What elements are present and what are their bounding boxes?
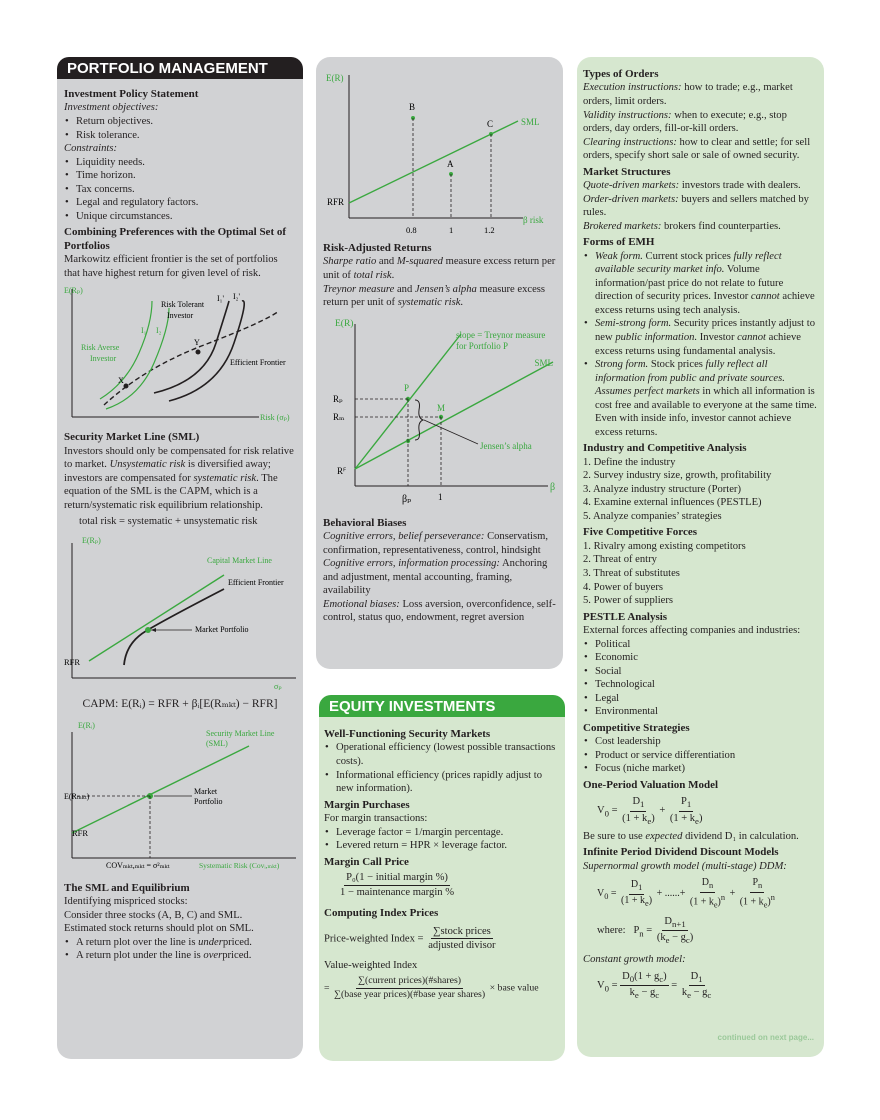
list-item: • A return plot under the line is overpriced. (64, 949, 296, 963)
point-a-label: A (447, 159, 454, 169)
list-item: • Technological (583, 678, 818, 692)
i2-label: I₂ (156, 326, 162, 336)
index-heading: Computing Index Prices (324, 907, 439, 920)
axis-x-label: β risk (523, 215, 544, 225)
equilibrium-line: Consider three stocks (A, B, C) and SML. (64, 909, 243, 921)
betap-label: βₚ (402, 493, 412, 505)
equilibrium-heading: The SML and Equilibrium (64, 881, 190, 894)
list-item: • Informational efficiency (prices rapidly adjust to new information). (324, 769, 560, 796)
risk-tolerant-label: Risk Tolerant (161, 300, 205, 310)
equity-right-panel (577, 57, 824, 1057)
list-item: 4. Examine external influences (PESTLE) (583, 497, 762, 509)
equilibrium-line: Identifying mispriced stocks: (64, 896, 188, 908)
strategies-list (583, 735, 818, 776)
constant-growth-label: Constant growth model: (583, 953, 686, 965)
portfolio-panel (57, 57, 303, 1059)
point-c-label: C (487, 119, 494, 129)
pestle-heading: PESTLE Analysis (583, 610, 668, 623)
margin-list (324, 826, 560, 853)
infinite-heading: Infinite Period Dividend Discount Models (583, 846, 779, 859)
equity-panel (319, 695, 565, 1061)
equilibrium-list (64, 936, 296, 963)
pestle-list (583, 638, 818, 719)
list-item: • Tax concerns. (64, 183, 296, 197)
list-item: • Legal and regulatory factors. (64, 196, 296, 210)
rm-label: Rₘ (333, 411, 345, 422)
beta-one-label: 1 (438, 491, 443, 502)
list-item: • Weak form. Current stock prices fully reflect available security market info. Volume information/past price do not relate to future direction of security prices. Investor cannot achieve excess returns using tech analysis. (583, 250, 818, 318)
slope-label-2: for Portfolio P (456, 340, 509, 351)
orders-heading: Types of Orders (583, 68, 659, 80)
bias-processing: Cognitive errors, information processing: Anchoring and adjustment, mental accounting, framing, availability (323, 558, 548, 597)
point-m-label: M (437, 402, 446, 413)
axis-y-label: E(Rᵢ) (78, 720, 95, 730)
sml-label: SML (534, 357, 553, 368)
list-item: • Cost leadership (583, 735, 818, 749)
supernormal-formula: $V_0$ = $\frac{D_1}{(1 + k_e)}$ + ......+ $\frac{D_n}{(1 + k_e)^n}$ + $\frac{P_n}{(1 + k_e)^n}$ (597, 877, 775, 910)
list-item: • Liquidity needs. (64, 156, 296, 170)
validity-text: Validity instructions: when to execute; e.g., stop orders, day orders, fill-or-kill orders. (583, 109, 787, 135)
erm-label: E(Rₘₖₜ) (64, 791, 90, 801)
market-label: Market (194, 786, 218, 796)
continued-note: continued on next page... (717, 1032, 814, 1042)
where-formula: where: $P_n$ = $\frac{D_{n+1}}{(k_e - g_c)}$ (597, 916, 694, 946)
axis-x-label: σₚ (274, 681, 282, 691)
margin-heading: Margin Purchases (324, 798, 410, 811)
tick-label: 1.2 (484, 225, 495, 235)
list-item: • Environmental (583, 705, 818, 719)
margin-intro: For margin transactions: (324, 813, 428, 824)
wfsm-heading: Well-Functioning Security Markets (324, 728, 491, 740)
list-item: 5. Analyze companies’ strategies (583, 510, 722, 522)
combining-text: Markowitz efficient frontier is the set of portfolios that have highest return for given level of risk. (64, 254, 278, 279)
margin-call-formula: $\frac{\text{P₀(1 − initial margin \%)}}{\text{1 − maintenance margin \%}}$ (340, 872, 455, 898)
cml-chart (64, 533, 296, 691)
constant-growth-formula: $V_0$ = $\frac{D_0(1 + g_c)}{k_e - g_c}$ = $\frac{D_1}{k_e - g_c}$ (597, 971, 712, 1001)
one-period-note: Be sure to use expected dividend D₁ in calculation. (583, 830, 799, 842)
bias-belief: Cognitive errors, belief perseverance: Conservatism, confirmation, representativeness, control, hindsight (323, 531, 548, 556)
pestle-intro: External forces affecting companies and industries: (583, 625, 801, 637)
strategies-heading: Competitive Strategies (583, 721, 690, 734)
price-weighted-formula: Price-weighted Index = $\frac{\text{∑stock prices}}{\text{adjusted divisor}}$ (324, 925, 496, 952)
i1p-label: I₁' (217, 294, 224, 304)
list-item: • Levered return = HPR × leverage factor. (324, 839, 560, 853)
treynor-text: Treynor measure and Jensen’s alpha measure excess return per unit of systematic risk. (323, 283, 546, 309)
frontier-label: Efficient Frontier (228, 577, 284, 587)
treynor-chart (323, 314, 556, 514)
value-weighted-label: Value-weighted Index (324, 959, 418, 971)
list-item: • Strong form. Stock prices fully reflect all information from public and private sources. Assumes perfect markets in which all information is cost free and available to everyone at the same time. Even with inside info, investor cannot achieve excess returns. (583, 358, 818, 439)
sml-text: Investors should only be compensated for risk relative to market. Unsystematic risk is diversified away; investors are compensated for systematic risk. The equation of the SML is the CAPM, which is a return/systematic risk equilibrium relationship. (64, 445, 294, 511)
axis-y-label: E(R) (326, 73, 344, 83)
constraints-list (64, 156, 296, 224)
list-item: 2. Survey industry size, growth, profitability (583, 470, 772, 482)
axis-y-label: E(Rₚ) (82, 535, 101, 545)
portfolio-label: Portfolio (194, 796, 223, 806)
list-item: 3. Analyze industry structure (Porter) (583, 483, 741, 495)
combining-heading: Combining Preferences with the Optimal Set of Portfolios (64, 226, 287, 252)
efficient-frontier-label: Efficient Frontier (230, 358, 286, 368)
ips-heading: Investment Policy Statement (64, 88, 199, 100)
objectives-list (64, 115, 296, 142)
axis-y-label: E(Rₚ) (64, 286, 83, 296)
axis-x-label: β (550, 481, 556, 493)
capm-formula: CAPM: E(Rᵢ) = RFR + βᵢ[E(Rₘₖₜ) − RFR] (82, 697, 278, 710)
rfr-label: RFR (64, 656, 81, 667)
rf-label: Rꟳ (337, 465, 347, 476)
quote-driven-text: Quote-driven markets: investors trade with dealers. (583, 180, 801, 192)
abc-sml-chart (323, 63, 556, 239)
sharpe-text: Sharpe ratio and M-squared measure excess return per unit of total risk. (323, 256, 556, 281)
risk-adjusted-heading: Risk-Adjusted Returns (323, 242, 432, 254)
point-x-label: X (118, 376, 124, 386)
brokered-text: Brokered markets: brokers find counterparties. (583, 220, 781, 232)
forces-heading: Five Competitive Forces (583, 526, 698, 539)
total-risk-formula: total risk = systematic + unsystematic risk (79, 516, 258, 528)
list-item: 3. Threat of substitutes (583, 567, 680, 579)
bias-emotional: Emotional biases: Loss aversion, overconfidence, self-control, status quo, endowment, regret aversion (323, 598, 556, 624)
sml-line-label: Security Market Line (206, 728, 275, 738)
axis-y-label: E(R) (335, 318, 354, 329)
one-period-heading: One-Period Valuation Model (583, 778, 719, 791)
equilibrium-line: Estimated stock returns should plot on SML. (64, 923, 254, 935)
list-item: • Political (583, 638, 818, 652)
order-driven-text: Order-driven markets: buyers and sellers matched by rules. (583, 193, 809, 219)
margin-call-heading: Margin Call Price (324, 855, 409, 868)
emh-list (583, 250, 818, 440)
list-item: • Leverage factor = 1/margin percentage. (324, 826, 560, 840)
axis-x-label: Risk (σₚ) (260, 413, 290, 423)
risk-panel (316, 57, 563, 669)
industry-heading: Industry and Competitive Analysis (583, 442, 747, 455)
list-item: 5. Power of suppliers (583, 595, 674, 607)
behavioral-heading: Behavioral Biases (323, 516, 407, 529)
list-item: • Focus (niche market) (583, 762, 818, 776)
list-item: • Operational efficiency (lowest possible transactions costs). (324, 741, 560, 768)
constraints-label: Constraints: (64, 143, 117, 155)
sml-heading: Security Market Line (SML) (64, 431, 200, 444)
list-item: 1. Rivalry among existing competitors (583, 540, 746, 552)
efficient-frontier-chart (64, 283, 296, 428)
slope-label: slope = Treynor measure (456, 329, 546, 340)
point-p-label: P (404, 382, 410, 393)
emh-heading: Forms of EMH (583, 236, 655, 249)
structures-heading: Market Structures (583, 165, 671, 178)
market-portfolio-label: Market Portfolio (195, 624, 249, 634)
i2p-label: I₂' (233, 292, 240, 302)
jensen-label: Jensen’s alpha (480, 440, 532, 451)
investor-averse-label: Investor (90, 354, 117, 364)
list-item: • Social (583, 665, 818, 679)
list-item: • Semi-strong form. Security prices instantly adjust to new public information. Investor cannot achieve excess returns using fundamental analysis. (583, 317, 818, 358)
tick-label: 1 (449, 225, 454, 235)
risk-averse-label: Risk Averse (81, 343, 120, 353)
execution-text: Execution instructions: how to trade; e.g., market orders, limit orders. (583, 82, 793, 107)
wfsm-list (324, 741, 560, 795)
list-item: 1. Define the industry (583, 456, 676, 468)
axis-x-label: Systematic Risk (Covᵢ,ₘₖₜ) (199, 860, 280, 870)
tick-label: 0.8 (406, 225, 417, 235)
list-item: 2. Threat of entry (583, 554, 657, 566)
list-item: 4. Power of buyers (583, 581, 664, 593)
list-item: • Return objectives. (64, 115, 296, 129)
value-weighted-formula: = $\frac{\text{∑(current prices)(\#shares)}}{\text{∑(base year prices)(\#base year shares)}}$ × base value (324, 975, 539, 1000)
clearing-text: Clearing instructions: how to clear and settle; for sell orders, specify short sale or sale of owned security. (583, 136, 811, 162)
cov-label: COVₘₖₜ,ₘₖₜ = σ²ₘₖₜ (106, 860, 170, 870)
list-item: • Risk tolerance. (64, 129, 296, 143)
point-y-label: Y (194, 338, 200, 348)
cml-label: Capital Market Line (207, 555, 272, 565)
portfolio-management-banner: PORTFOLIO MANAGEMENT (57, 57, 303, 79)
investor-label: Investor (167, 311, 194, 321)
supernormal-label: Supernormal growth model (multi-stage) DDM: (583, 860, 787, 872)
i1-label: I₁ (141, 326, 147, 336)
objectives-label: Investment objectives: (64, 102, 159, 114)
list-item: • Economic (583, 651, 818, 665)
point-b-label: B (409, 102, 416, 112)
sml-label: SML (521, 117, 540, 127)
rfr-label: RFR (327, 197, 345, 207)
rfr-label: RFR (72, 827, 89, 838)
list-item: • A return plot over the line is underpriced. (64, 936, 296, 950)
list-item: • Legal (583, 692, 818, 706)
list-item: • Unique circumstances. (64, 210, 296, 224)
list-item: • Product or service differentiation (583, 749, 818, 763)
sml-line-label-2: (SML) (206, 738, 228, 748)
sml-chart (64, 716, 296, 876)
equity-investments-banner: EQUITY INVESTMENTS (319, 695, 565, 717)
one-period-formula: $V_0$ = $\frac{D_1}{(1 + k_e)}$ + $\frac{P_1}{(1 + k_e)}$ (597, 796, 703, 826)
list-item: • Time horizon. (64, 169, 296, 183)
rp-label: Rₚ (333, 393, 343, 404)
